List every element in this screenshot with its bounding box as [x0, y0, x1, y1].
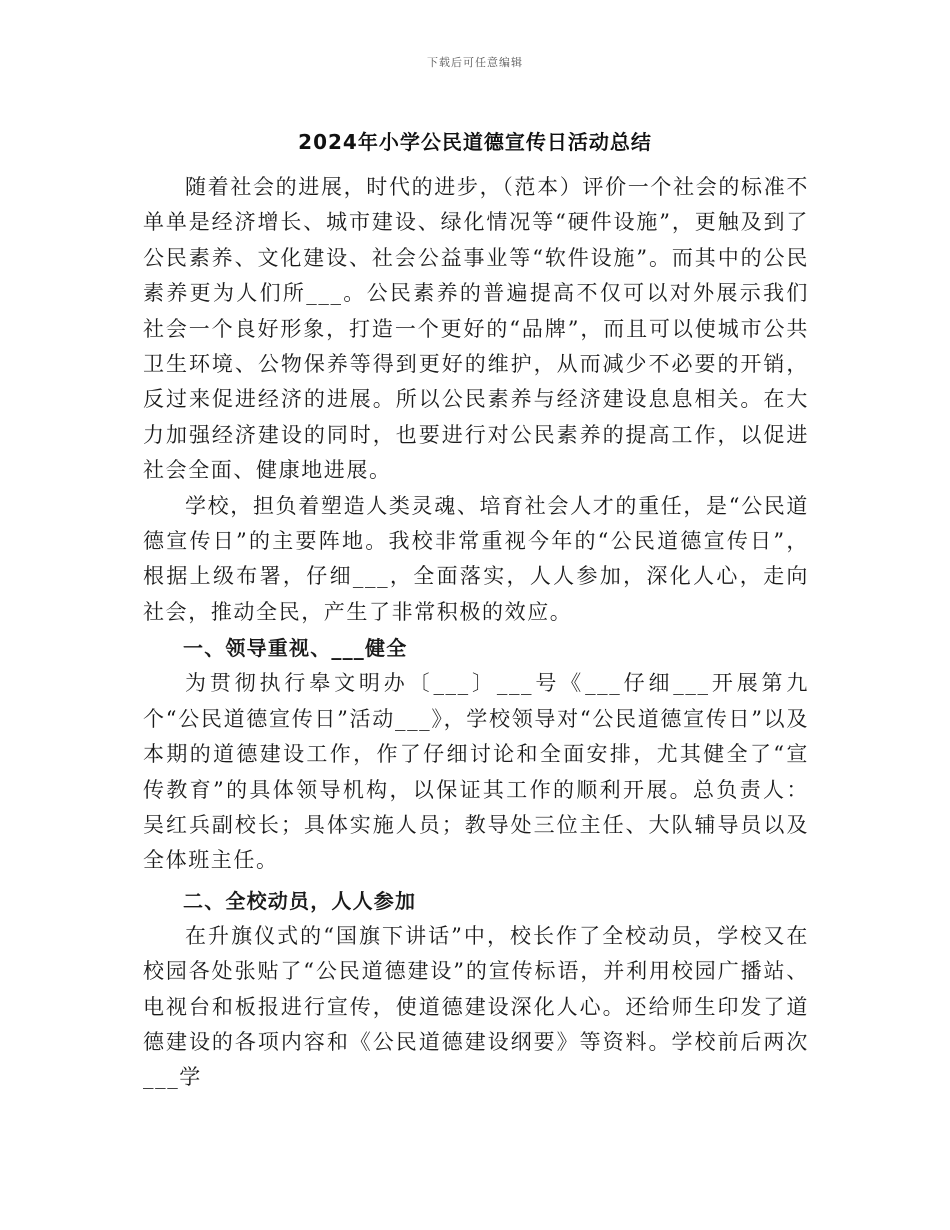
section-text-2: 在升旗仪式的“国旗下讲话”中，校长作了全校动员，学校又在校园各处张贴了“公民道德建设”的宣传标语，并利用校园广播站、电视台和板报进行宣传，使道德建设深化人心。还给师生印发了道德建设的各项内容和《公民道德建设纲要》等资料。学校前后两次___学: [143, 923, 809, 1090]
section-text-1: 为贯彻执行皋文明办〔___〕___号《___仔细___开展第九个“公民道德宣传日”活动___》，学校领导对“公民道德宣传日”以及本期的道德建设工作，作了仔细讨论和全面安排，尤其健全了“宣传教育”的具体领导机构，以保证其工作的顺利开展。总负责人：吴红兵副校长；具体实施人员；教导处三位主任、大队辅导员以及全体班主任。: [143, 671, 809, 873]
document-title: 2024年小学公民道德宣传日活动总结: [298, 130, 652, 154]
section-heading-1: 一、领导重视、___健全: [183, 636, 408, 661]
paragraph-intro: 随着社会的进展，时代的进步，（范本）评价一个社会的标准不单单是经济增长、城市建设、绿化情况等“硬件设施”，更触及到了公民素养、文化建设、社会公益事业等“软件设施”。而其中的公民素养更为人们所___。公民素养的普遍提高不仅可以对外展示我们社会一个良好形象，打造一个更好的“品牌”，而且可以使城市公共卫生环境、公物保养等得到更好的维护，从而减少不必要的开销，反过来促进经济的进展。所以公民素养与经济建设息息相关。在大力加强经济建设的同时，也要进行对公民素养的提高工作，以促进社会全面、健康地进展。: [143, 175, 809, 483]
document-body: [143, 170, 809, 1096]
section-heading-2: 二、全校动员，人人参加: [183, 888, 417, 913]
paragraph-school: 学校，担负着塑造人类灵魂、培育社会人才的重任，是“公民道德宣传日”的主要阵地。我校非常重视今年的“公民道德宣传日”，根据上级布署，仔细___，全面落实，人人参加，深化人心，走向社会，推动全民，产生了非常积极的效应。: [143, 493, 809, 624]
header-note: 下载后可任意编辑: [427, 56, 523, 69]
